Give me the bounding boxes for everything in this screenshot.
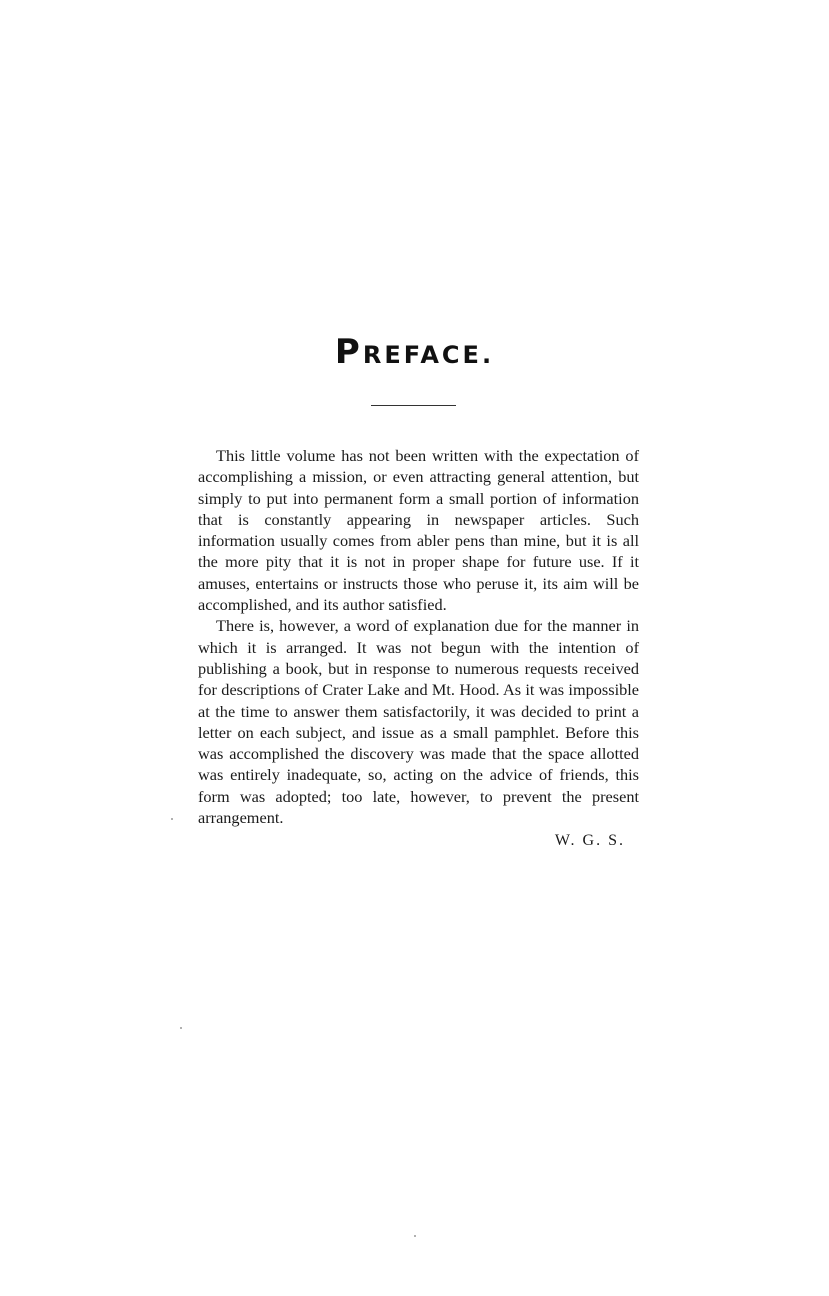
paper-speck (171, 818, 173, 820)
page-title (0, 332, 829, 372)
preface-body (198, 445, 639, 852)
paragraph-1: This little volume has not been written with the expectation of accomplishing a mission, or even attracting general attention, but simply to put into permanent form a small portion of information that is constantly appearing in newspaper articles. Such information usually comes from abler pens than mine, but it is all the more pity that it is not in proper shape for future use. If it amuses, entertains or instructs those who peruse it, its aim will be accomplished, and its author satisfied. (198, 446, 639, 615)
paper-speck (414, 1235, 416, 1237)
author-signature: W. G. S. (554, 832, 625, 850)
title-initial: P (334, 332, 363, 372)
paper-speck (180, 1027, 182, 1029)
title-rest: REFACE. (362, 341, 495, 369)
title-divider (371, 405, 456, 406)
paragraph-2: There is, however, a word of explanation due for the manner in which it is arranged. It was not begun with the intention of publishing a book, but in response to numerous requests received for descriptions of Crater Lake and Mt. Hood. As it was impossible at the time to answer them satisfactorily, it was decided to print a letter on each subject, and issue as a small pamphlet. Before this was accomplished the discovery was made that the space allotted was entirely inadequate, so, acting on the advice of friends, this form was adopted; too late, however, to prevent the present arrangement. (198, 616, 639, 828)
